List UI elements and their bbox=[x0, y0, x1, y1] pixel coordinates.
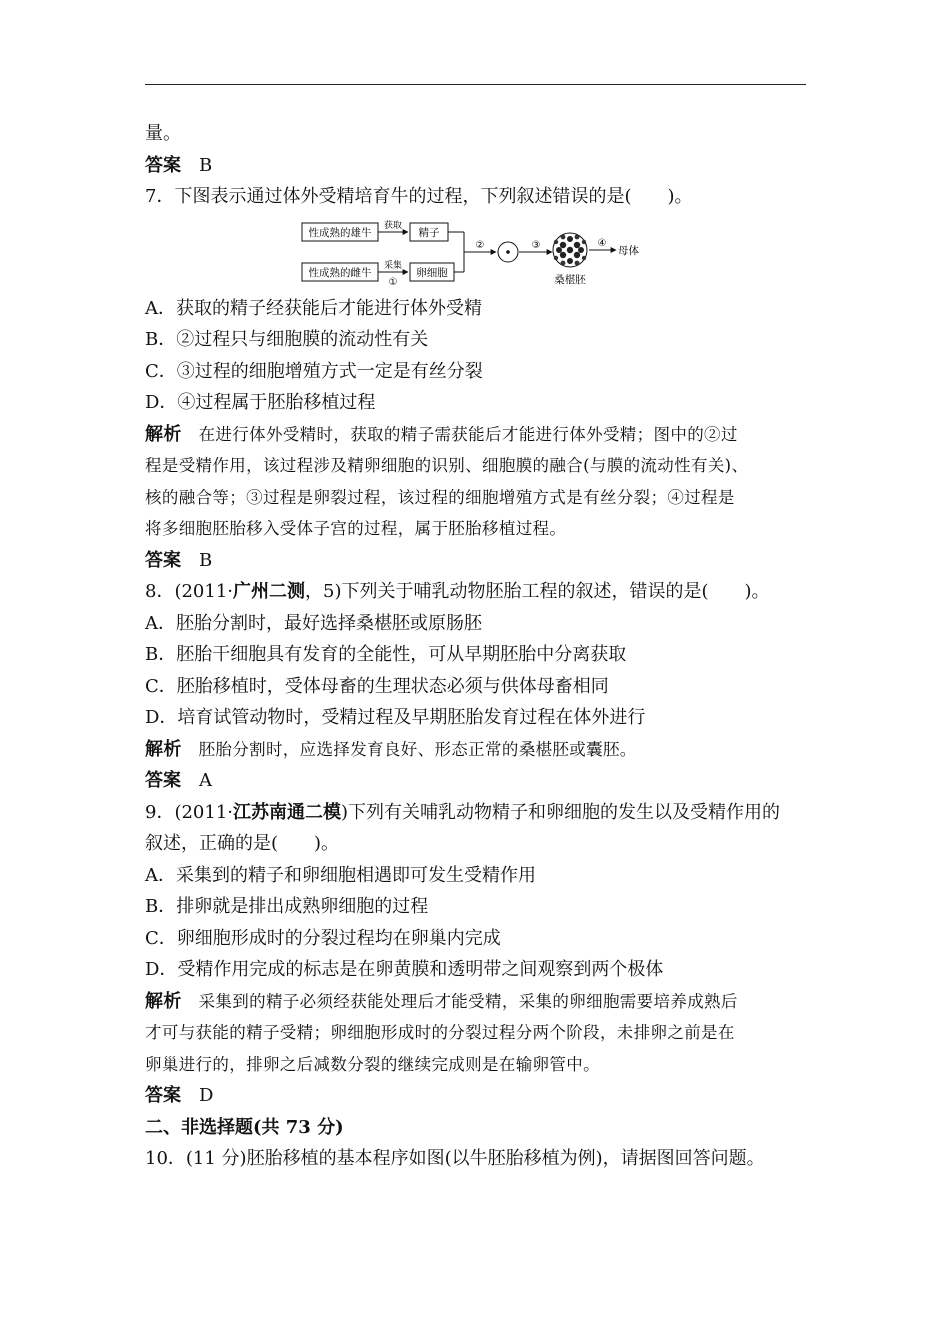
analysis-7-line4: 将多细胞胚胎移入受体子宫的过程，属于胚胎移植过程。 bbox=[145, 519, 567, 538]
answer-line bbox=[145, 545, 806, 577]
analysis-label: 解析 bbox=[145, 738, 182, 760]
option-9b: B．排卵就是排出成熟卵细胞的过程 bbox=[145, 896, 429, 917]
question-source: 广州二测 bbox=[233, 581, 306, 602]
analysis-text: 胚胎分割时，应选择发育良好、形态正常的桑椹胚或囊胚。 bbox=[198, 739, 637, 759]
option-8a: A．胚胎分割时，最好选择桑椹胚或原肠胚 bbox=[145, 612, 482, 634]
question-9-cont: 叙述，正确的是( )。 bbox=[145, 833, 340, 854]
section-heading: 二、非选择题(共 73 分) bbox=[145, 1116, 344, 1138]
step4-label: ④ bbox=[597, 237, 607, 249]
ivf-process-diagram bbox=[145, 217, 806, 293]
option-8d: D．培育试管动物时，受精过程及早期胚胎发育过程在体外进行 bbox=[145, 707, 646, 728]
answer-label: 答案 bbox=[145, 549, 181, 571]
analysis-7-line1 bbox=[145, 419, 806, 451]
document-body bbox=[145, 118, 806, 1175]
option-8c: C．胚胎移植时，受体母畜的生理状态必须与供体母畜相同 bbox=[145, 675, 609, 697]
question-prefix: 8．(2011· bbox=[145, 581, 234, 602]
morula-label: 桑椹胚 bbox=[554, 273, 586, 286]
question-8 bbox=[145, 576, 806, 608]
question-source: 江苏南通二模 bbox=[233, 801, 342, 823]
option-9a: A．采集到的精子和卵细胞相遇即可发生受精作用 bbox=[145, 864, 536, 886]
answer-value: B bbox=[199, 549, 213, 571]
morula bbox=[553, 233, 587, 267]
question-text: ，5)下列关于哺乳动物胚胎工程的叙述，错误的是( )。 bbox=[305, 581, 770, 602]
step2-label: ② bbox=[475, 239, 485, 251]
answer-label: 答案 bbox=[145, 770, 181, 791]
answer-line bbox=[145, 765, 806, 797]
question-9 bbox=[145, 797, 806, 829]
option-7c: C．③过程的细胞增殖方式一定是有丝分裂 bbox=[145, 360, 483, 382]
answer-line bbox=[145, 150, 806, 182]
analysis-9-line3: 卵巢进行的，排卵之后减数分裂的继续完成则是在输卵管中。 bbox=[145, 1054, 600, 1074]
option-7d: D．④过程属于胚胎移植过程 bbox=[145, 392, 376, 413]
analysis-label: 解析 bbox=[145, 990, 182, 1012]
zygote-nucleus bbox=[506, 250, 510, 254]
answer-label: 答案 bbox=[145, 154, 181, 176]
question-7: 7．下图表示通过体外受精培育牛的过程，下列叙述错误的是( )。 bbox=[145, 186, 693, 207]
step1-label: ① bbox=[388, 276, 398, 288]
header-rule bbox=[145, 84, 806, 85]
option-8b: B．胚胎干细胞具有发育的全能性，可从早期胚胎中分离获取 bbox=[145, 644, 627, 665]
collect-label: 采集 bbox=[383, 260, 403, 271]
question-prefix: 9．(2011· bbox=[145, 801, 234, 823]
answer-value: D bbox=[199, 1085, 214, 1106]
analysis-7-line2: 程是受精作用，该过程涉及精卵细胞的识别、细胞膜的融合(与膜的流动性有关)、 bbox=[145, 456, 749, 475]
option-7a: A．获取的精子经获能后才能进行体外受精 bbox=[145, 297, 482, 319]
analysis-text: 采集到的精子必须经获能处理后才能受精，采集的卵细胞需要培养成熟后 bbox=[198, 991, 738, 1011]
sperm-label: 精子 bbox=[418, 226, 440, 239]
answer-label: 答案 bbox=[145, 1085, 181, 1106]
obtain-label: 获取 bbox=[383, 220, 403, 231]
option-9c: C．卵细胞形成时的分裂过程均在卵巢内完成 bbox=[145, 927, 501, 949]
question-10: 10．(11 分)胚胎移植的基本程序如图(以牛胚胎移植为例)，请据图回答问题。 bbox=[145, 1148, 765, 1169]
analysis-9-line2: 才可与获能的精子受精；卵细胞形成时的分裂过程分两个阶段，未排卵之前是在 bbox=[145, 1023, 735, 1042]
answer-value: A bbox=[199, 770, 212, 791]
answer-line bbox=[145, 1080, 806, 1112]
text-line: 量。 bbox=[145, 123, 181, 144]
mother-label: 母体 bbox=[618, 244, 639, 257]
analysis-8-line1 bbox=[145, 734, 806, 766]
oocyte-label: 卵细胞 bbox=[416, 266, 448, 279]
option-7b: B．②过程只与细胞膜的流动性有关 bbox=[145, 329, 429, 350]
option-9d: D．受精作用完成的标志是在卵黄膜和透明带之间观察到两个极体 bbox=[145, 959, 664, 980]
step3-label: ③ bbox=[531, 239, 541, 251]
analysis-7-line3: 核的融合等；③过程是卵裂过程，该过程的细胞增殖方式是有丝分裂；④过程是 bbox=[145, 487, 735, 507]
analysis-9-line1 bbox=[145, 986, 806, 1018]
female-cattle-label: 性成熟的雌牛 bbox=[308, 266, 372, 279]
male-cattle-label: 性成熟的雄牛 bbox=[308, 226, 372, 239]
answer-value: B bbox=[199, 154, 213, 176]
analysis-text: 在进行体外受精时，获取的精子需获能后才能进行体外受精；图中的②过 bbox=[198, 424, 738, 444]
analysis-label: 解析 bbox=[145, 423, 182, 445]
question-text: )下列有关哺乳动物精子和卵细胞的发生以及受精作用的 bbox=[341, 801, 781, 823]
